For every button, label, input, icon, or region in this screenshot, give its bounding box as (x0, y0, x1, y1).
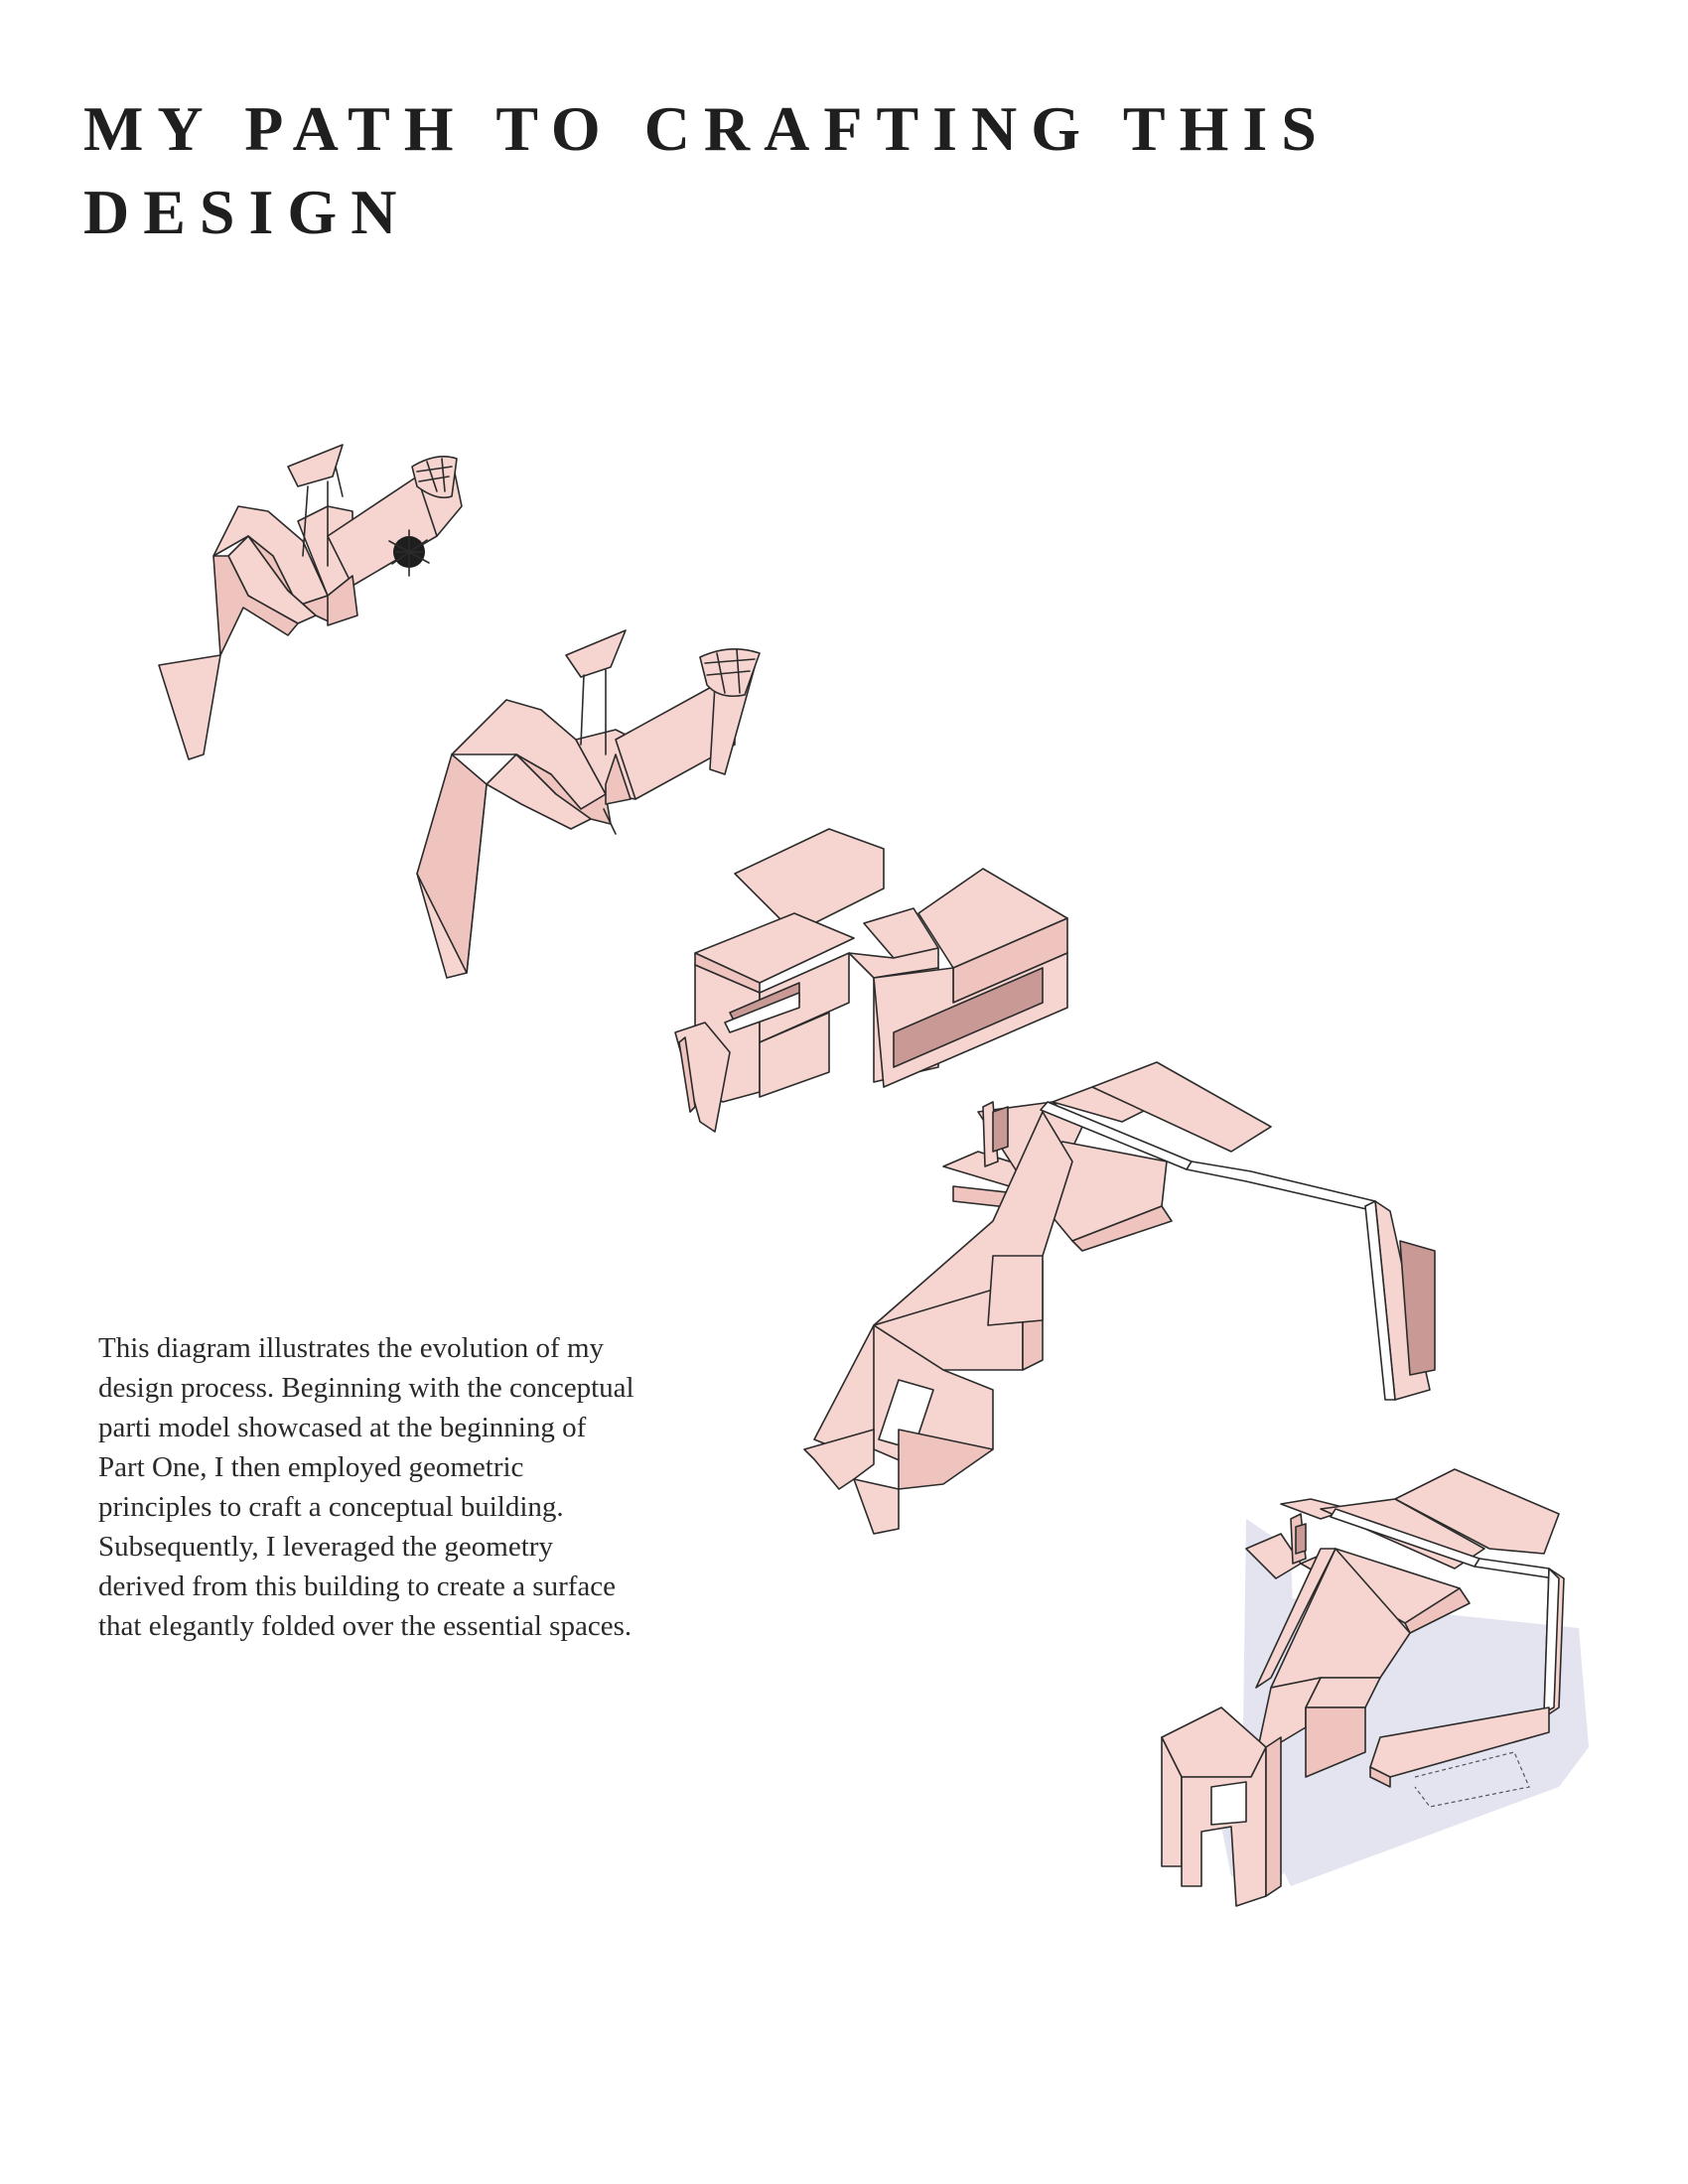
stage-1-parti-model (159, 445, 462, 759)
stage-3-conceptual-building (675, 829, 1067, 1132)
stage-4-folded-surface (804, 1062, 1435, 1534)
description-text: This diagram illustrates the evolution of my design process. Beginning with the conceptual parti model showcased at the beginning of Part One, I then employed geometric principles to craft a conceptual building. Subsequently, I leveraged the geometry derived from this building to create a surface that elegantly folded over the essential spaces. (98, 1332, 634, 1642)
stage-5-final-design (1162, 1469, 1589, 1906)
page-title: MY PATH TO CRAFTING THIS DESIGN (83, 93, 1331, 247)
stage-2-refined-parti (417, 630, 760, 978)
